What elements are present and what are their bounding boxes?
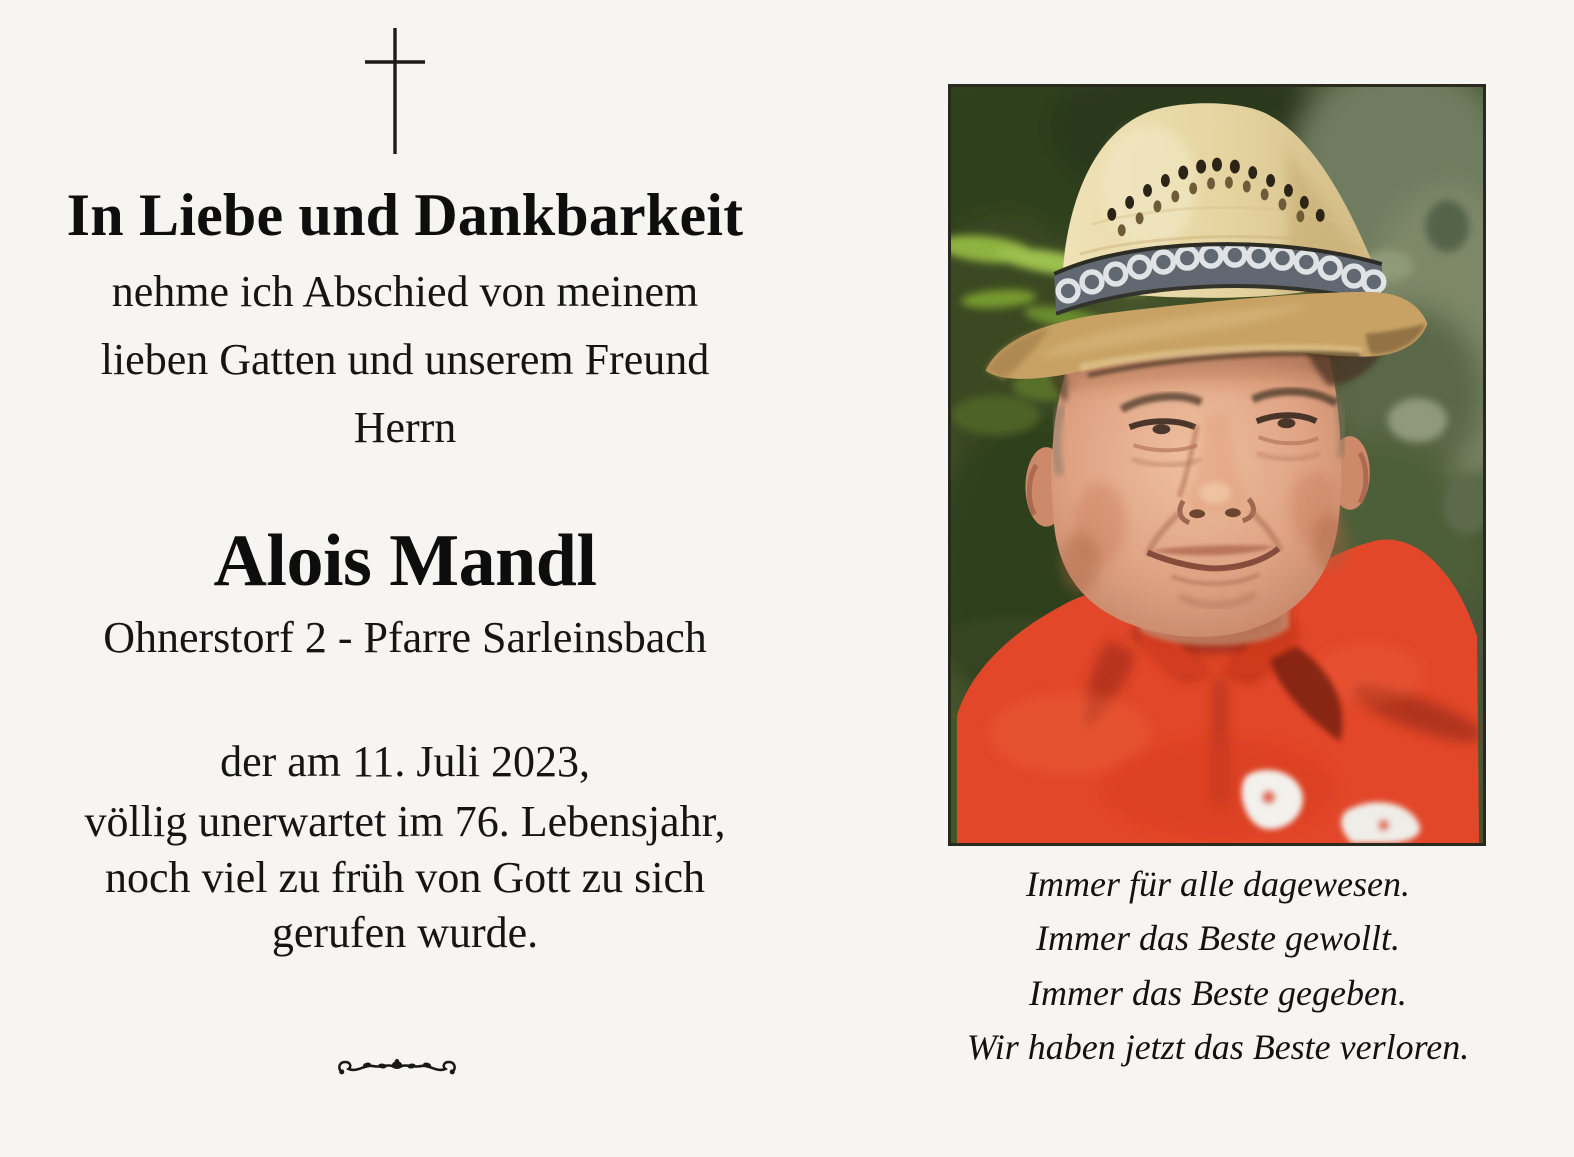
death-line-4: gerufen wurde. [271,908,539,957]
face [1052,342,1348,637]
portrait-illustration [951,87,1483,843]
epitaph-line-4: Wir haben jetzt das Beste verloren. [966,1027,1470,1067]
cross-icon [364,26,426,156]
intro-line-1: nehme ich Abschied von meinem [111,267,699,316]
death-line-3: noch viel zu früh von Gott zu sich [105,853,705,902]
death-line-2: völlig unerwartet im 76. Lebensjahr, [84,797,726,846]
card-heading: In Liebe und Dankbarkeit [66,182,744,248]
scroll-flourish-icon [334,1052,460,1082]
portrait-photo [948,84,1486,846]
intro-line-3: Herrn [353,403,457,452]
deceased-name: Alois Mandl [213,520,597,602]
address-line: Ohnerstorf 2 - Pfarre Sarleinsbach [103,613,707,662]
epitaph-line-2: Immer das Beste gewollt. [1036,918,1400,958]
death-line-1: der am 11. Juli 2023, [220,737,590,786]
epitaph-line-3: Immer das Beste gegeben. [1029,973,1407,1013]
epitaph-line-1: Immer für alle dagewesen. [1026,864,1410,904]
intro-line-2: lieben Gatten und unserem Freund [100,335,710,384]
